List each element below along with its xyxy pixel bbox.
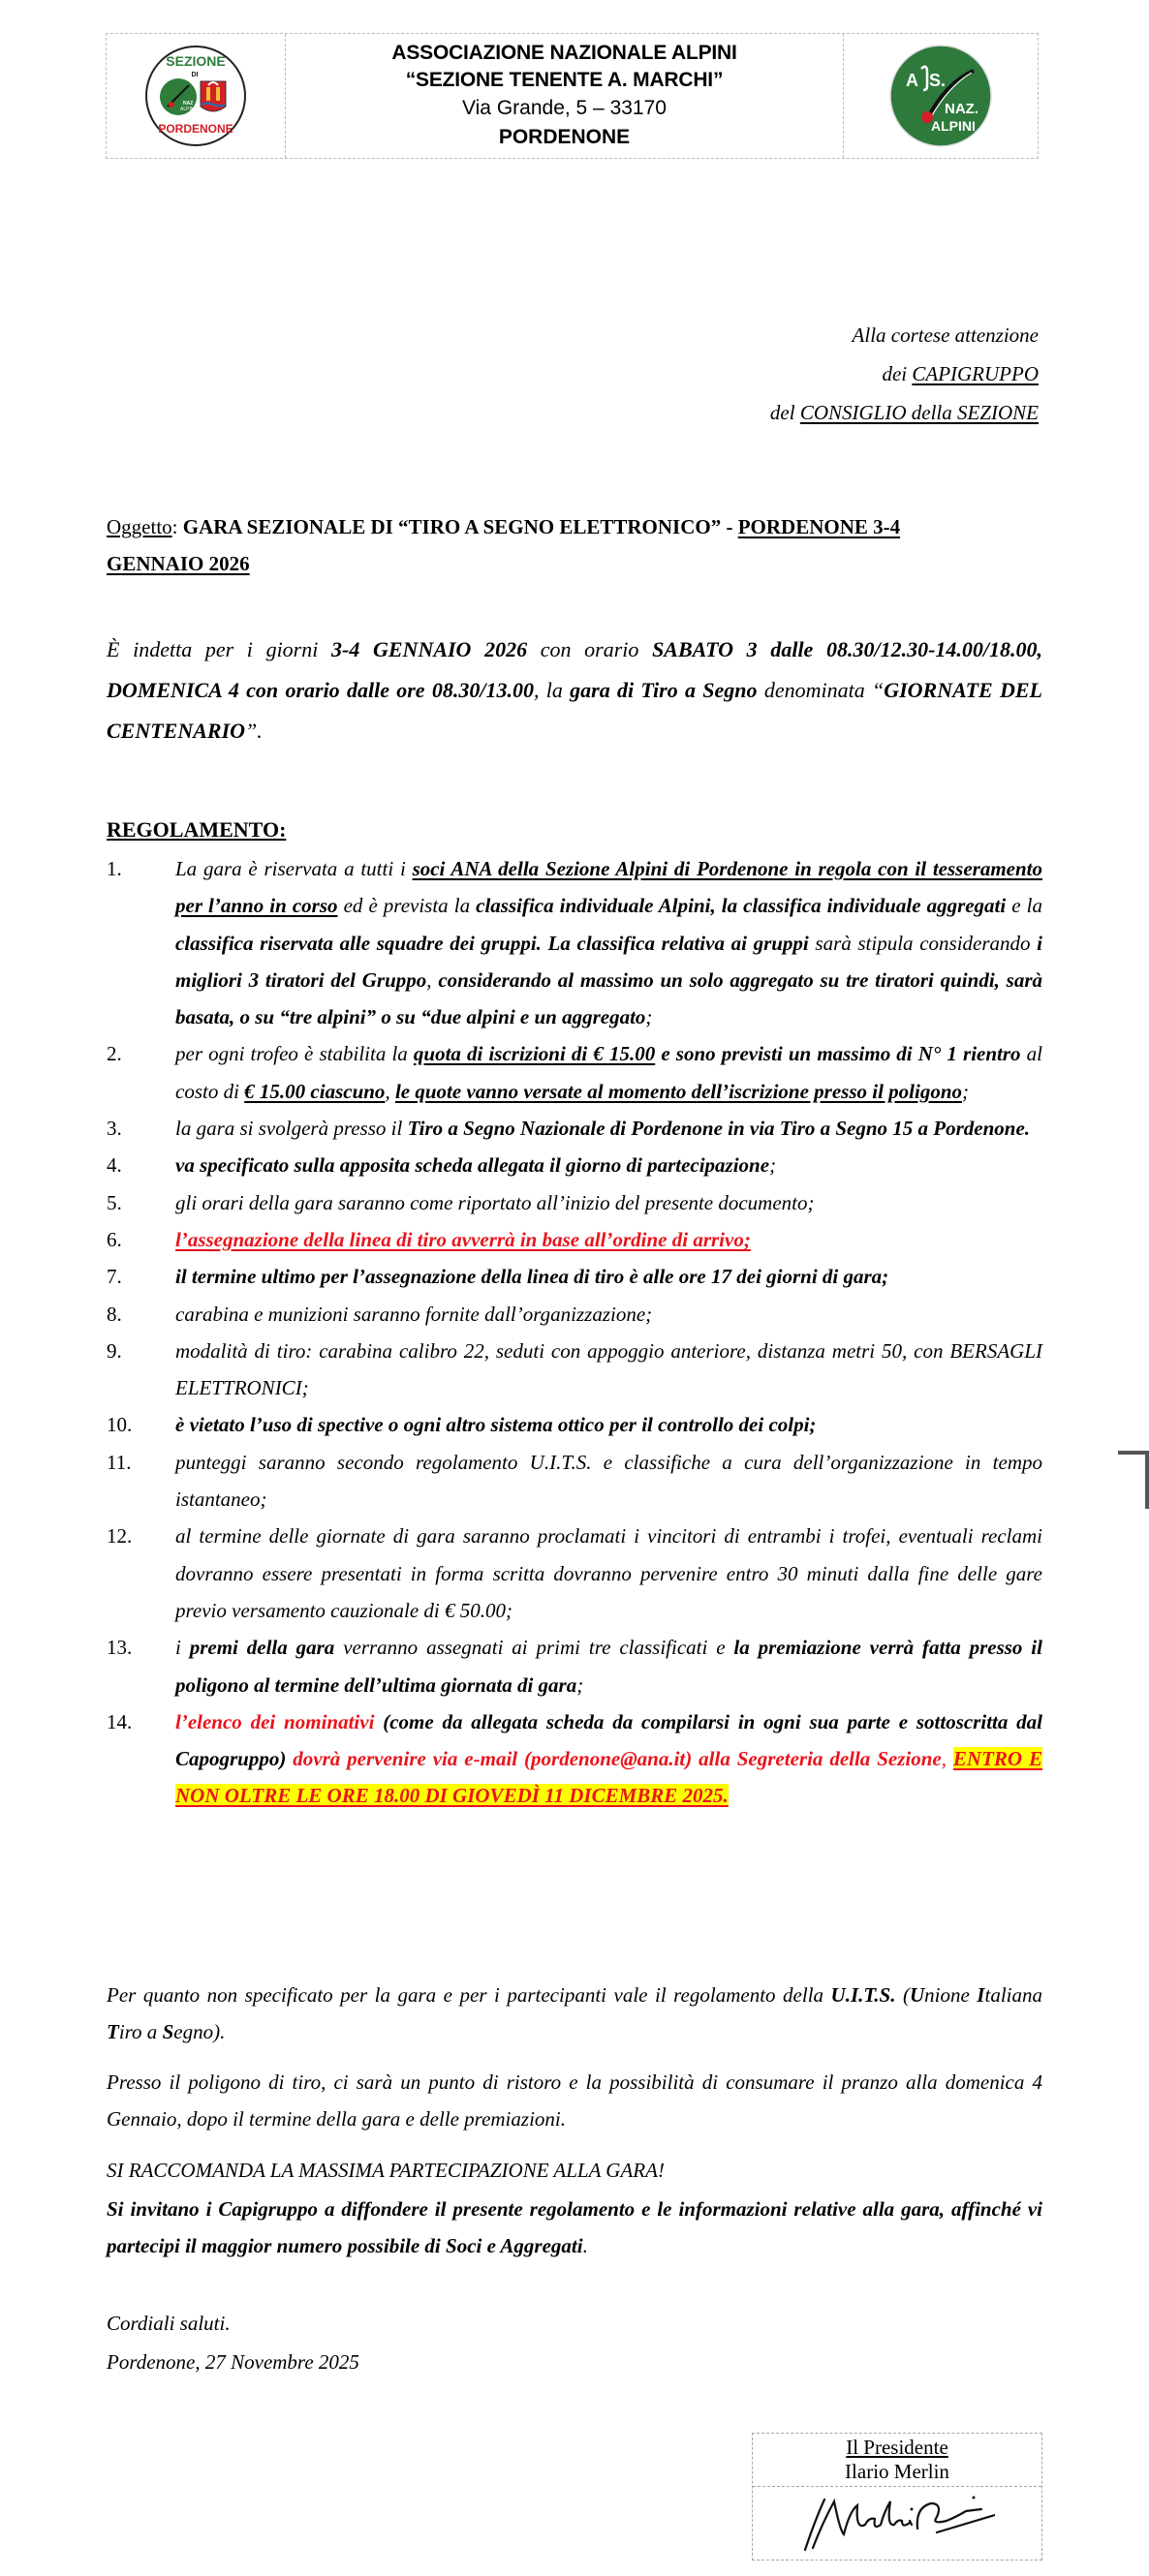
addressee-block — [360, 316, 1039, 432]
intro-text: È indetta per i giorni — [107, 637, 332, 661]
rule-item-1 — [107, 850, 1042, 1035]
rule-item-2 — [107, 1035, 1042, 1110]
uits-letter: U — [909, 1983, 925, 2007]
subject-label: Oggetto — [107, 515, 172, 538]
deadline-highlight: ENTRO E NON OLTRE LE ORE 18.00 DI GIOVEDÌ 11 DICEMBRE 2025. — [175, 1747, 1042, 1808]
rule-span: , — [941, 1747, 953, 1771]
sezione-pordenone-logo-icon — [144, 45, 247, 147]
org-city: PORDENONE — [498, 126, 631, 148]
rule-number: 11. — [107, 1450, 132, 1474]
rule-span: , — [426, 967, 439, 992]
rule-text — [175, 1629, 1042, 1703]
rule-item-5 — [107, 1184, 1042, 1221]
rule-span: classifica individuale Alpini, la classifica individuale aggregati — [476, 894, 1007, 918]
rule-item-14 — [107, 1703, 1042, 1815]
rule-number: 2. — [107, 1042, 122, 1066]
rule-span: La gara è riservata a tutti i — [175, 857, 413, 880]
rule-span: sarà stipula considerando — [808, 931, 1038, 955]
rule-text — [175, 1221, 1042, 1258]
rule-span: va specificato sulla apposita scheda allegata il giorno di partecipazione — [175, 1153, 770, 1178]
rule-span: premi della gara — [189, 1636, 335, 1660]
uits-abbrev: U.I.T.S. — [830, 1983, 896, 2007]
rule-span: carabina e munizioni saranno fornite dall’organizzazione; — [175, 1302, 653, 1326]
rule-span: al termine delle giornate di gara saranno proclamati i vincitori di entrambi i trofei, eventuali reclami dovranno essere presentati in forma scritta dovranno pervenire entro 30 minuti dalla fine delle gare previo versamento cauzionale di € 50.00; — [175, 1524, 1042, 1622]
rule-span-red: l’assegnazione della linea di tiro avverrà in base all’ordine di arrivo; — [175, 1227, 751, 1251]
svg-text:NAZ: NAZ — [183, 101, 194, 107]
rule-span: gli orari della gara saranno come riportato all’inizio del presente documento; — [175, 1190, 815, 1214]
rule-item-9 — [107, 1333, 1042, 1407]
rule-text — [175, 1184, 1042, 1221]
rule-item-8 — [107, 1296, 1042, 1333]
rule-span: i migliori 3 tiratori del Gruppo — [175, 931, 1042, 992]
rule-item-4 — [107, 1147, 1042, 1183]
page-edge-mark — [1118, 1451, 1149, 1509]
org-address: Via Grande, 5 – 33170 — [462, 97, 667, 119]
rule-number: 5. — [107, 1190, 122, 1214]
intro-text: ”. — [245, 719, 263, 743]
invito-end: . — [582, 2234, 588, 2257]
intro-event: gara di Tiro a Segno — [570, 678, 758, 702]
invito-paragraph — [107, 2191, 1042, 2264]
svg-text:A: A — [906, 71, 918, 90]
para-text: nione — [924, 1983, 978, 2007]
handwritten-signature-icon — [801, 2492, 995, 2556]
rule-number: 1. — [107, 857, 122, 880]
rule-text — [175, 1333, 1042, 1407]
letterhead — [106, 33, 1039, 159]
uits-paragraph — [107, 1977, 1042, 2050]
rule-item-7 — [107, 1258, 1042, 1295]
rule-span: ed è prevista la — [337, 894, 477, 918]
rule-span: le quote vanno versate al momento dell’iscrizione presso il poligono — [394, 1079, 963, 1103]
uits-letter: I — [977, 1983, 985, 2007]
intro-text: con orario — [527, 637, 653, 661]
subject-text: GARA SEZIONALE DI “TIRO A SEGNO ELETTRONICO” - — [182, 515, 738, 538]
rule-span: punteggi saranno secondo regolamento U.I.T.S. e classifiche a cura dell’organizzazione in tempo istantaneo; — [175, 1450, 1042, 1512]
addressee-consiglio: CONSIGLIO della SEZIONE — [799, 401, 1039, 424]
rule-span: soci ANA della Sezione Alpini di Pordenone in regola con il tesseramento per l’anno in corso — [175, 857, 1042, 918]
rule-span-red: dovrà pervenire via e-mail (pordenone@ana.it) alla Segreteria della Sezione — [286, 1747, 942, 1771]
rule-span: (come da allegata scheda da compilarsi in ogni sua parte e sottoscritta dal Capogruppo) — [175, 1709, 1042, 1771]
intro-event-name: GIORNATE DEL CENTENARIO — [107, 678, 1042, 743]
svg-text:SEZIONE: SEZIONE — [166, 53, 226, 69]
org-name: ASSOCIAZIONE NAZIONALE ALPINI — [391, 42, 737, 64]
svg-text:DI: DI — [191, 72, 199, 78]
rule-span: considerando al massimo un solo aggregato su tre tiratori quindi, sarà basata, o su “tre alpini” o su “due alpini e un aggregato — [175, 967, 1043, 1029]
section-name: “SEZIONE TENENTE A. MARCHI” — [405, 69, 724, 91]
subject-line — [107, 508, 1042, 582]
rule-number: 9. — [107, 1338, 122, 1363]
rule-span: e sono previsti un massimo di N° 1 rientro — [661, 1042, 1021, 1066]
rule-span: Tiro a Segno Nazionale di Pordenone in via Tiro a Segno 15 a Pordenone. — [407, 1117, 1031, 1141]
ristoro-paragraph: Presso il poligono di tiro, ci sarà un punto di ristoro e la possibilità di consumare il pranzo alla domenica 4 Gennaio, dopo il termine della gara e delle premiazioni. — [107, 2070, 1042, 2131]
rule-number: 3. — [107, 1117, 122, 1141]
rule-item-6 — [107, 1221, 1042, 1258]
rule-number: 4. — [107, 1153, 122, 1178]
signature-title: Il Presidente — [846, 2436, 948, 2459]
rule-number: 6. — [107, 1227, 122, 1251]
rule-span: è vietato l’uso di spective o ogni altro sistema ottico per il controllo dei colpi; — [175, 1413, 817, 1437]
rule-text — [175, 1406, 1042, 1443]
rule-text — [175, 1035, 1042, 1110]
svg-text:ALPINI: ALPINI — [180, 107, 196, 112]
rule-span: modalità di tiro: carabina calibro 22, seduti con appoggio anteriore, distanza metri 50, con BERSAGLI ELETTRONICI; — [175, 1338, 1042, 1400]
rule-span: il termine ultimo per l’assegnazione della linea di tiro è alle ore 17 dei giorni di gara; — [175, 1265, 889, 1289]
addressee-prefix: dei — [882, 362, 913, 385]
svg-text:NAZ.: NAZ. — [945, 101, 978, 117]
rule-text — [175, 1518, 1042, 1629]
rule-text — [175, 1147, 1042, 1183]
para-text: ( — [895, 1983, 910, 2007]
rule-span: verranno assegnati ai primi tre classificati e — [334, 1636, 734, 1660]
signature-name: Ilario Merlin — [845, 2460, 949, 2483]
rule-text — [175, 1444, 1042, 1518]
rule-number: 10. — [107, 1413, 133, 1437]
rule-text — [175, 1110, 1042, 1147]
rule-text — [175, 850, 1042, 1035]
section-logo-cell — [107, 34, 286, 158]
signature-box — [752, 2433, 1042, 2561]
rule-text — [175, 1258, 1042, 1295]
uits-letter: S — [162, 2020, 174, 2043]
rule-span: ; — [962, 1079, 970, 1103]
rule-span: quota di iscrizioni di € 15.00 — [413, 1042, 656, 1066]
para-text: taliana — [984, 1983, 1042, 2007]
intro-paragraph — [107, 629, 1042, 751]
rule-text — [175, 1296, 1042, 1333]
invito-text: Si invitano i Capigruppo a diffondere il presente regolamento e le informazioni relative alla gara, affinché vi partecipi il maggior numero possibile di Soci e Aggregati — [107, 2197, 1042, 2257]
svg-text:S.: S. — [929, 71, 947, 90]
rule-item-12 — [107, 1518, 1042, 1629]
ana-logo-cell — [844, 34, 1038, 158]
addressee-line-2 — [360, 354, 1039, 393]
raccomanda-line: SI RACCOMANDA LA MASSIMA PARTECIPAZIONE ALLA GARA! — [107, 2159, 665, 2182]
rule-span: i — [175, 1636, 190, 1660]
regolamento-heading: REGOLAMENTO: — [107, 817, 287, 842]
place-date-line: Pordenone, 27 Novembre 2025 — [107, 2350, 359, 2374]
rule-span-red: l’elenco dei nominativi — [175, 1709, 375, 1733]
rule-item-10 — [107, 1406, 1042, 1443]
rule-number: 7. — [107, 1265, 122, 1289]
rule-number: 14. — [107, 1709, 133, 1733]
rule-item-13 — [107, 1629, 1042, 1703]
intro-text: denominata “ — [757, 678, 885, 702]
para-text: egno). — [173, 2020, 226, 2043]
rule-item-11 — [107, 1444, 1042, 1518]
rule-span: € 15.00 ciascuno — [244, 1079, 386, 1103]
intro-schedule: SABATO 3 dalle 08.30/12.30-14.00/18.00, DOMENICA 4 con orario dalle ore 08.30/13.00 — [107, 637, 1043, 702]
subject-place-date-1: PORDENONE 3-4 — [737, 515, 901, 538]
addressee-capigruppo: CAPIGRUPPO — [912, 362, 1039, 385]
letterhead-text — [286, 34, 844, 158]
rule-span: per ogni trofeo è stabilita la — [175, 1042, 414, 1066]
rule-item-3 — [107, 1110, 1042, 1147]
rule-span: al costo di — [175, 1042, 1043, 1103]
svg-text:ALPINI: ALPINI — [931, 118, 976, 134]
rule-number: 12. — [107, 1524, 133, 1549]
rule-span: , — [385, 1079, 395, 1103]
intro-dates: 3-4 GENNAIO 2026 — [331, 637, 528, 661]
signature-header — [753, 2434, 1041, 2487]
svg-text:PORDENONE: PORDENONE — [158, 122, 233, 136]
rule-span: ; — [769, 1153, 777, 1178]
rule-span: classifica riservata alle squadre dei gruppi. La classifica relativa ai gruppi — [175, 931, 809, 955]
rule-number: 13. — [107, 1636, 133, 1660]
ana-alpini-logo-icon — [888, 44, 993, 148]
uits-letter: T — [107, 2020, 119, 2043]
rule-span: e la — [1006, 894, 1042, 918]
para-text: Per quanto non specificato per la gara e per i partecipanti vale il regolamento della — [107, 1983, 831, 2007]
rule-span: ; — [576, 1672, 584, 1697]
rule-span: la premiazione verrà fatta presso il poligono al termine dell’ultima giornata di gara — [175, 1636, 1042, 1697]
subject-colon: : — [171, 515, 183, 538]
regolamento-list — [107, 850, 1042, 1815]
rule-span: la gara si svolgerà presso il — [175, 1117, 408, 1141]
subject-place-date-2: GENNAIO 2026 — [107, 552, 250, 575]
saluti-line: Cordiali saluti. — [107, 2312, 231, 2335]
intro-text: , la — [533, 678, 571, 702]
addressee-line-1: Alla cortese attenzione — [852, 323, 1039, 347]
para-text: iro a — [118, 2020, 163, 2043]
addressee-line-3 — [360, 393, 1039, 432]
rule-span: ; — [645, 1005, 653, 1029]
rule-text — [175, 1703, 1042, 1815]
rule-number: 8. — [107, 1302, 122, 1326]
addressee-prefix: del — [769, 401, 800, 424]
